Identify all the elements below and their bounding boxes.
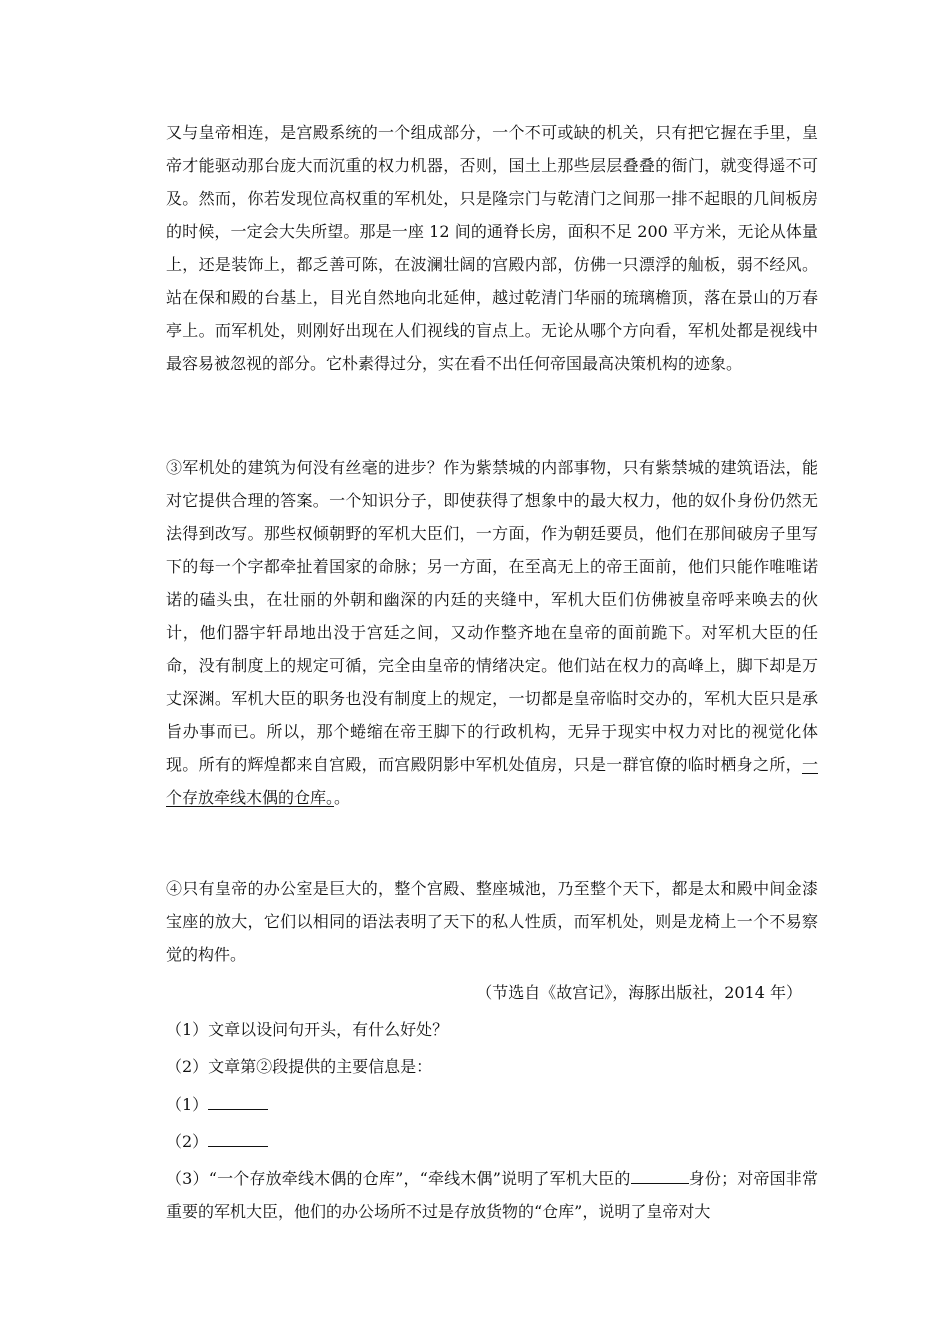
question-3-part2: 身份；对帝国非常重要的军机大臣，他们的办公场所不过是存放货物的“仓库”，说明了皇帝对大 xyxy=(166,1169,818,1221)
answer-line-1 xyxy=(166,1088,818,1121)
answer-2-label: （2） xyxy=(166,1132,209,1151)
paragraph-2-continued: 又与皇帝相连，是宫殿系统的一个组成部分，一个不可或缺的机关，只有把它握在手里，皇帝才能驱动那台庞大而沉重的权力机器，否则，国土上那些层层叠叠的衙门，就变得遥不可及。然而，你若发现位高权重的军机处，只是隆宗门与乾清门之间那一排不起眼的几间板房的时候，一定会大失所望。那是一座 12 间的通脊长房，面积不足 200 平方米，无论从体量上，还是装饰上，都乏善可陈，在波澜壮阔的宫殿内部，仿佛一只漂浮的舢板，弱不经风。站在保和殿的台基上，目光自然地向北延伸，越过乾清门华丽的琉璃檐顶，落在景山的万春亭上。而军机处，则刚好出现在人们视线的盲点上。无论从哪个方向看，军机处都是视线中最容易被忽视的部分。它朴素得过分，实在看不出任何帝国最高决策机构的迹象。 xyxy=(166,123,818,373)
question-3-blank[interactable] xyxy=(631,1182,689,1184)
question-3 xyxy=(166,1162,818,1228)
answer-line-2 xyxy=(166,1125,818,1158)
question-3-part1: （3）“一个存放牵线木偶的仓库”，“牵线木偶”说明了军机大臣的 xyxy=(166,1169,631,1188)
paragraph-3-text: ③军机处的建筑为何没有丝毫的进步？作为紫禁城的内部事物，只有紫禁城的建筑语法，能对它提供合理的答案。一个知识分子，即使获得了想象中的最大权力，他的奴仆身份仍然无法得到改写。那些权倾朝野的军机大臣们，一方面，作为朝廷要员，他们在那间破房子里写下的每一个字都牵扯着国家的命脉；另一方面，在至高无上的帝王面前，他们只能作唯唯诺诺的磕头虫，在壮丽的外朝和幽深的内廷的夹缝中，军机大臣们仿佛被皇帝呼来唤去的伙计，他们器宇轩昂地出没于宫廷之间，又动作整齐地在皇帝的面前跪下。对军机大臣的任命，没有制度上的规定可循，完全由皇帝的情绪决定。他们站在权力的高峰上，脚下却是万丈深渊。军机大臣的职务也没有制度上的规定，一切都是皇帝临时交办的，军机大臣只是承旨办事而已。所以，那个蜷缩在帝王脚下的行政机构，无异于现实中权力对比的视觉化体现。所有的辉煌都来自宫殿，而宫殿阴影中军机处值房，只是一群官僚的临时栖身之所， xyxy=(166,458,818,774)
question-2: （2）文章第②段提供的主要信息是： xyxy=(166,1057,433,1076)
answer-2-blank[interactable] xyxy=(208,1145,268,1147)
question-1: （1）文章以设问句开头，有什么好处？ xyxy=(166,1020,449,1039)
answer-1-label: （1） xyxy=(166,1095,209,1114)
paragraph-3-end: 。 xyxy=(334,788,351,807)
underlined-phrase: 一个存放牵线木偶的仓库。 xyxy=(166,755,818,807)
paragraph-4: ④只有皇帝的办公室是巨大的，整个宫殿、整座城池，乃至整个天下，都是太和殿中间金漆宝座的放大，它们以相同的语法表明了天下的私人性质，而军机处，则是龙椅上一个不易察觉的构件。 xyxy=(166,879,818,964)
source-citation: （节选自《故宫记》，海豚出版社，2014 年） xyxy=(476,983,802,1002)
paragraph-3 xyxy=(166,451,818,814)
answer-1-blank[interactable] xyxy=(208,1108,268,1110)
